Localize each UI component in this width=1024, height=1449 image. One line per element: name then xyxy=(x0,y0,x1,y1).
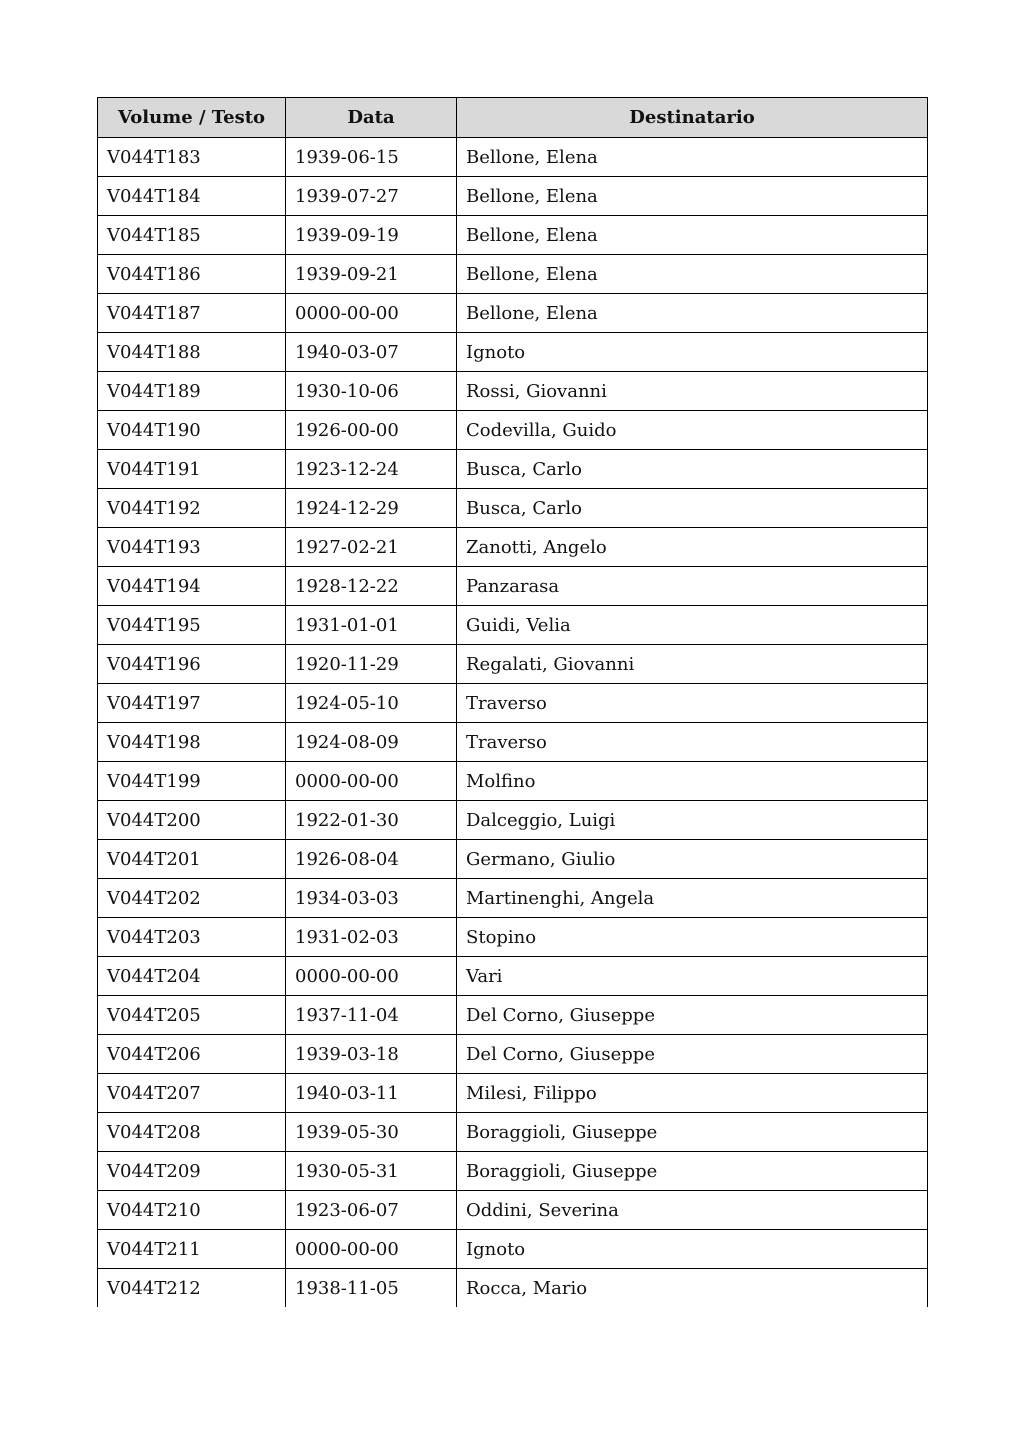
cell-destinatario: Martinenghi, Angela xyxy=(457,879,928,918)
table-row xyxy=(98,606,928,645)
cell-data: 1934-03-03 xyxy=(286,879,457,918)
cell-destinatario: Bellone, Elena xyxy=(457,216,928,255)
cell-data: 1924-05-10 xyxy=(286,684,457,723)
cell-destinatario: Stopino xyxy=(457,918,928,957)
table-row xyxy=(98,1191,928,1230)
cell-destinatario: Zanotti, Angelo xyxy=(457,528,928,567)
cell-data: 1931-02-03 xyxy=(286,918,457,957)
cell-data: 1923-06-07 xyxy=(286,1191,457,1230)
table-row xyxy=(98,684,928,723)
cell-volume-testo: V044T187 xyxy=(98,294,286,333)
cell-volume-testo: V044T208 xyxy=(98,1113,286,1152)
cell-data: 1923-12-24 xyxy=(286,450,457,489)
table-row xyxy=(98,1074,928,1113)
cell-data: 1937-11-04 xyxy=(286,996,457,1035)
cell-data: 1926-00-00 xyxy=(286,411,457,450)
table-row xyxy=(98,1152,928,1191)
table-row xyxy=(98,177,928,216)
cell-volume-testo: V044T197 xyxy=(98,684,286,723)
table-row xyxy=(98,801,928,840)
header-row xyxy=(98,98,928,138)
cell-volume-testo: V044T184 xyxy=(98,177,286,216)
cell-data: 0000-00-00 xyxy=(286,1230,457,1269)
cell-destinatario: Codevilla, Guido xyxy=(457,411,928,450)
table-row xyxy=(98,1269,928,1308)
table-row xyxy=(98,1113,928,1152)
cell-destinatario: Traverso xyxy=(457,684,928,723)
cell-data: 1924-12-29 xyxy=(286,489,457,528)
cell-data: 1939-07-27 xyxy=(286,177,457,216)
table-row xyxy=(98,255,928,294)
cell-data: 1927-02-21 xyxy=(286,528,457,567)
table-row xyxy=(98,372,928,411)
cell-data: 1939-03-18 xyxy=(286,1035,457,1074)
cell-destinatario: Traverso xyxy=(457,723,928,762)
cell-data: 1940-03-07 xyxy=(286,333,457,372)
table-row xyxy=(98,411,928,450)
cell-data: 1938-11-05 xyxy=(286,1269,457,1308)
cell-volume-testo: V044T210 xyxy=(98,1191,286,1230)
cell-data: 0000-00-00 xyxy=(286,762,457,801)
cell-data: 1930-05-31 xyxy=(286,1152,457,1191)
table-row xyxy=(98,333,928,372)
table-row xyxy=(98,567,928,606)
cell-volume-testo: V044T185 xyxy=(98,216,286,255)
cell-volume-testo: V044T204 xyxy=(98,957,286,996)
cell-volume-testo: V044T212 xyxy=(98,1269,286,1308)
cell-destinatario: Bellone, Elena xyxy=(457,255,928,294)
table-row xyxy=(98,762,928,801)
table-row xyxy=(98,996,928,1035)
cell-volume-testo: V044T192 xyxy=(98,489,286,528)
table-row xyxy=(98,528,928,567)
cell-data: 1924-08-09 xyxy=(286,723,457,762)
cell-volume-testo: V044T198 xyxy=(98,723,286,762)
cell-data: 1922-01-30 xyxy=(286,801,457,840)
cell-data: 0000-00-00 xyxy=(286,957,457,996)
table-body xyxy=(98,138,928,1308)
cell-data: 1939-06-15 xyxy=(286,138,457,177)
table-row xyxy=(98,294,928,333)
cell-volume-testo: V044T193 xyxy=(98,528,286,567)
cell-volume-testo: V044T188 xyxy=(98,333,286,372)
cell-volume-testo: V044T186 xyxy=(98,255,286,294)
cell-data: 1939-09-19 xyxy=(286,216,457,255)
cell-destinatario: Rocca, Mario xyxy=(457,1269,928,1308)
cell-destinatario: Del Corno, Giuseppe xyxy=(457,996,928,1035)
cell-destinatario: Oddini, Severina xyxy=(457,1191,928,1230)
cell-volume-testo: V044T196 xyxy=(98,645,286,684)
cell-destinatario: Vari xyxy=(457,957,928,996)
cell-volume-testo: V044T199 xyxy=(98,762,286,801)
table-row xyxy=(98,489,928,528)
cell-destinatario: Germano, Giulio xyxy=(457,840,928,879)
cell-destinatario: Busca, Carlo xyxy=(457,489,928,528)
cell-volume-testo: V044T207 xyxy=(98,1074,286,1113)
table-row xyxy=(98,645,928,684)
cell-volume-testo: V044T205 xyxy=(98,996,286,1035)
cell-destinatario: Guidi, Velia xyxy=(457,606,928,645)
cell-destinatario: Busca, Carlo xyxy=(457,450,928,489)
cell-data: 1939-09-21 xyxy=(286,255,457,294)
header-volume-testo: Volume / Testo xyxy=(98,98,286,138)
table-row xyxy=(98,723,928,762)
cell-destinatario: Bellone, Elena xyxy=(457,138,928,177)
cell-volume-testo: V044T206 xyxy=(98,1035,286,1074)
cell-data: 1939-05-30 xyxy=(286,1113,457,1152)
cell-destinatario: Bellone, Elena xyxy=(457,177,928,216)
cell-data: 1926-08-04 xyxy=(286,840,457,879)
cell-destinatario: Ignoto xyxy=(457,1230,928,1269)
cell-destinatario: Milesi, Filippo xyxy=(457,1074,928,1113)
records-table xyxy=(97,97,928,1307)
table-row xyxy=(98,918,928,957)
cell-destinatario: Regalati, Giovanni xyxy=(457,645,928,684)
table-row xyxy=(98,138,928,177)
cell-data: 1940-03-11 xyxy=(286,1074,457,1113)
cell-volume-testo: V044T209 xyxy=(98,1152,286,1191)
cell-volume-testo: V044T194 xyxy=(98,567,286,606)
cell-volume-testo: V044T183 xyxy=(98,138,286,177)
table-row xyxy=(98,1230,928,1269)
cell-volume-testo: V044T191 xyxy=(98,450,286,489)
cell-destinatario: Panzarasa xyxy=(457,567,928,606)
cell-destinatario: Ignoto xyxy=(457,333,928,372)
table-row xyxy=(98,840,928,879)
cell-volume-testo: V044T201 xyxy=(98,840,286,879)
cell-data: 1931-01-01 xyxy=(286,606,457,645)
cell-destinatario: Del Corno, Giuseppe xyxy=(457,1035,928,1074)
cell-volume-testo: V044T195 xyxy=(98,606,286,645)
table-row xyxy=(98,879,928,918)
cell-volume-testo: V044T189 xyxy=(98,372,286,411)
cell-data: 0000-00-00 xyxy=(286,294,457,333)
cell-destinatario: Rossi, Giovanni xyxy=(457,372,928,411)
cell-volume-testo: V044T202 xyxy=(98,879,286,918)
cell-destinatario: Bellone, Elena xyxy=(457,294,928,333)
cell-destinatario: Dalceggio, Luigi xyxy=(457,801,928,840)
cell-data: 1920-11-29 xyxy=(286,645,457,684)
table-row xyxy=(98,957,928,996)
cell-volume-testo: V044T203 xyxy=(98,918,286,957)
cell-destinatario: Boraggioli, Giuseppe xyxy=(457,1113,928,1152)
table-row xyxy=(98,216,928,255)
cell-volume-testo: V044T200 xyxy=(98,801,286,840)
cell-volume-testo: V044T190 xyxy=(98,411,286,450)
table-row xyxy=(98,450,928,489)
table-row xyxy=(98,1035,928,1074)
cell-data: 1928-12-22 xyxy=(286,567,457,606)
header-destinatario: Destinatario xyxy=(457,98,928,138)
cell-data: 1930-10-06 xyxy=(286,372,457,411)
header-data: Data xyxy=(286,98,457,138)
cell-volume-testo: V044T211 xyxy=(98,1230,286,1269)
cell-destinatario: Molfino xyxy=(457,762,928,801)
table-header xyxy=(98,98,928,138)
cell-destinatario: Boraggioli, Giuseppe xyxy=(457,1152,928,1191)
